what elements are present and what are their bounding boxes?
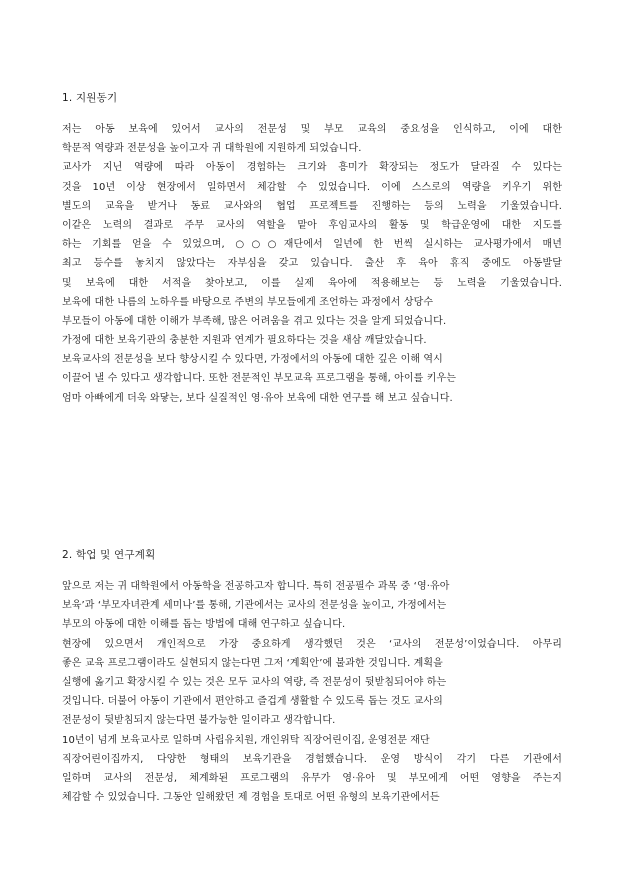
section-body bbox=[62, 577, 562, 807]
text-line: 부모의 아동에 대한 이해를 돕는 방법에 대해 연구하고 싶습니다. bbox=[62, 619, 346, 631]
section-body bbox=[62, 120, 562, 408]
section-heading: 1. 지원동기 bbox=[62, 92, 118, 104]
text-line: 이같은 노력의 결과로 주무 교사의 역할을 맡아 후임교사의 활동 및 학급운영에 대한 지도를 bbox=[62, 219, 562, 231]
section-motivation bbox=[62, 91, 562, 408]
text-line: 것입니다. 더불어 아동이 기관에서 편안하고 즐겁게 생활할 수 있도록 돕는 것도 교사의 bbox=[62, 696, 443, 708]
text-line: 체감할 수 있었습니다. 그동안 일해왔던 제 경험을 토대로 어떤 유형의 보육기관에서든 bbox=[62, 792, 440, 804]
section-study-plan bbox=[62, 548, 562, 807]
section-heading: 2. 학업 및 연구계획 bbox=[62, 549, 156, 561]
text-line: 하는 기회를 얻을 수 있었으며, ○○○재단에서 일년에 한 번씩 실시하는 교사평가에서 매년 bbox=[62, 239, 562, 251]
text-line: 및 보육에 대한 서적을 찾아보고, 이를 실제 육아에 적용해보는 등 노력을 기울였습니다. bbox=[62, 277, 562, 289]
text-line: 교사가 지닌 역량에 따라 아동이 경험하는 크기와 흥미가 확장되는 정도가 달라질 수 있다는 bbox=[62, 162, 562, 174]
text-line: 가정에 대한 보육기관의 충분한 지원과 연계가 필요하다는 것을 새삼 깨달았습니다. bbox=[62, 335, 427, 347]
text-line: 앞으로 저는 귀 대학원에서 아동학을 전공하고자 합니다. 특히 전공필수 과목 중 ‘영·유아 bbox=[62, 581, 450, 592]
text-line: 부모들이 아동에 대한 이해가 부족해, 많은 어려움을 겪고 있다는 것을 알게 되었습니다. bbox=[62, 315, 447, 327]
text-line: 별도의 교육을 받거나 동료 교사와의 협업 프로젝트를 진행하는 등의 노력을 기울였습니다. bbox=[62, 200, 562, 212]
text-line: 최고 등수를 놓치지 않았다는 자부심을 갖고 있습니다. 출산 후 육아 휴직 중에도 아동발달 bbox=[62, 258, 562, 270]
text-line: 10년이 넘게 보육교사로 일하며 사립유치원, 개인위탁 직장어린이집, 운영전문 재단 bbox=[62, 734, 430, 746]
text-line: 엄마 아빠에게 더욱 와닿는, 보다 실질적인 영·유아 보육에 대한 연구를 해 보고 싶습니다. bbox=[62, 392, 453, 404]
text-line: 좋은 교육 프로그램이라도 실현되지 않는다면 그저 ‘계획안’에 불과한 것입니다. 계획을 bbox=[62, 657, 443, 669]
text-line: 이끌어 낼 수 있다고 생각합니다. 또한 전문적인 부모교육 프로그램을 통해, 아이를 키우는 bbox=[62, 373, 456, 385]
text-line: 보육’과 ‘부모자녀관계 세미나’를 통해, 기관에서는 교사의 전문성을 높이고, 가정에서는 bbox=[62, 600, 447, 612]
text-line: 직장어린이집까지, 다양한 형태의 보육기관을 경험했습니다. 운영 방식이 각기 다른 기관에서 bbox=[62, 753, 562, 765]
text-line: 학문적 역량과 전문성을 높이고자 귀 대학원에 지원하게 되었습니다. bbox=[62, 143, 362, 155]
text-line: 저는 아동 보육에 있어서 교사의 전문성 및 부모 교육의 중요성을 인식하고, 이에 대한 bbox=[62, 124, 562, 135]
text-line: 보육교사의 전문성을 보다 향상시킬 수 있다면, 가정에서의 아동에 대한 깊은 이해 역시 bbox=[62, 354, 443, 366]
text-line: 것을 10년 이상 현장에서 일하면서 체감할 수 있었습니다. 이에 스스로의 역량을 키우기 위한 bbox=[62, 181, 562, 193]
text-line: 일하며 교사의 전문성, 체계화된 프로그램의 유무가 영·유아 및 부모에게 어떤 영향을 주는지 bbox=[62, 772, 562, 784]
text-line: 보육에 대한 나름의 노하우를 바탕으로 주변의 부모들에게 조언하는 과정에서 상당수 bbox=[62, 296, 434, 308]
text-line: 현장에 있으면서 개인적으로 가장 중요하게 생각했던 것은 ‘교사의 전문성’이었습니다. 아무리 bbox=[62, 638, 562, 650]
text-line: 전문성이 뒷받침되지 않는다면 불가능한 일이라고 생각합니다. bbox=[62, 715, 336, 727]
text-line: 실행에 옮기고 확장시킬 수 있는 것은 모두 교사의 역량, 즉 전문성이 뒷받침되어야 하는 bbox=[62, 676, 447, 688]
